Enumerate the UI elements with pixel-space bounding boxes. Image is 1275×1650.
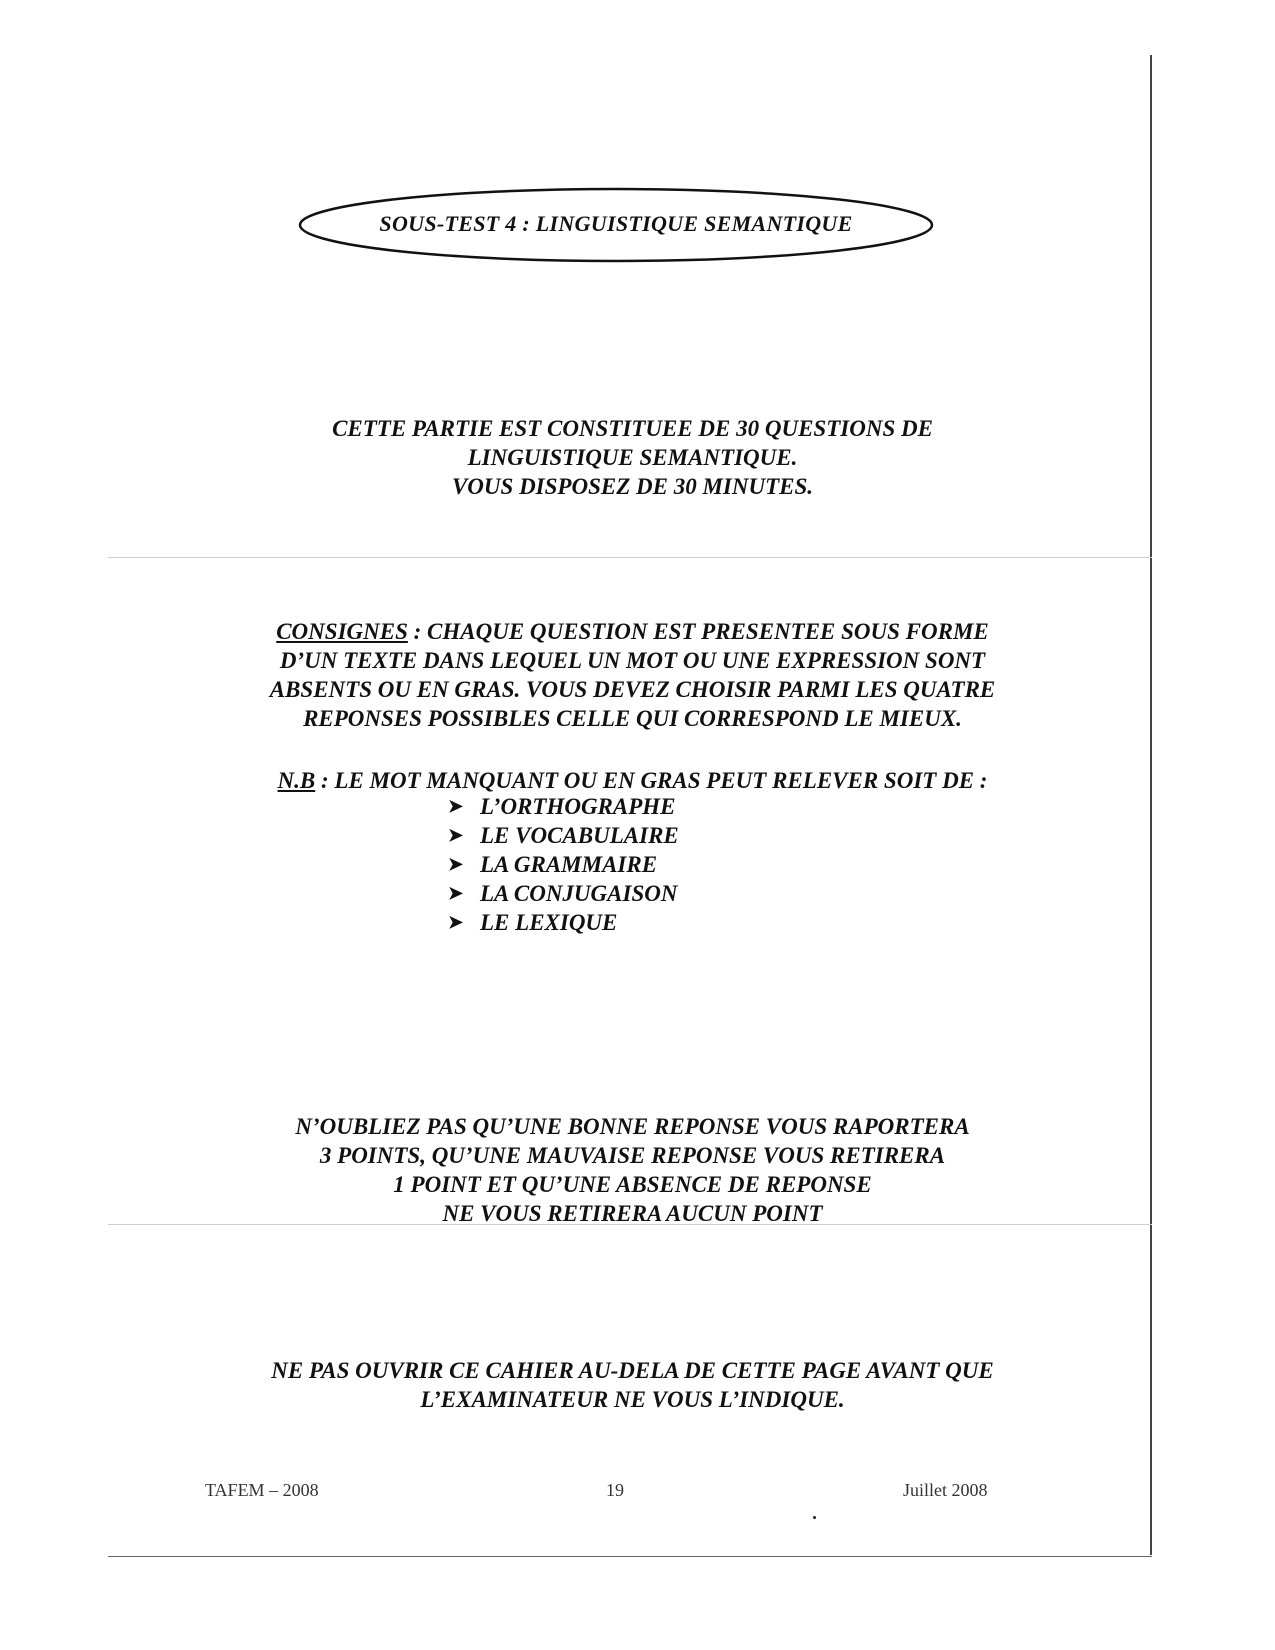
footer-date: Juillet 2008 xyxy=(903,1480,988,1500)
nb-list xyxy=(448,792,679,937)
list-item-label: L’ORTHOGRAPHE xyxy=(480,794,676,819)
list-item xyxy=(448,792,679,821)
page-right-border xyxy=(1150,55,1152,1555)
scan-speck xyxy=(813,1516,816,1519)
reminder-line: N’OUBLIEZ PAS QU’UNE BONNE REPONSE VOUS RAPORTERA xyxy=(295,1114,970,1139)
list-item-label: LE LEXIQUE xyxy=(480,910,618,935)
intro-line: LINGUISTIQUE SEMANTIQUE. xyxy=(467,445,798,470)
page-title: SOUS-TEST 4 : LINGUISTIQUE SEMANTIQUE xyxy=(379,211,853,236)
nb-text: : LE MOT MANQUANT OU EN GRAS PEUT RELEVER SOIT DE : xyxy=(315,768,988,793)
nb-heading xyxy=(150,766,1115,795)
list-item-label: LA GRAMMAIRE xyxy=(480,852,658,877)
nb-label: N.B xyxy=(277,768,316,793)
arrow-bullet-icon: ➤ xyxy=(448,825,464,845)
list-item xyxy=(448,908,679,937)
nb-line xyxy=(150,766,1115,795)
list-item-label: LA CONJUGAISON xyxy=(480,881,678,906)
consignes-line: ABSENTS OU EN GRAS. VOUS DEVEZ CHOISIR PARMI LES QUATRE xyxy=(269,677,996,702)
fold-line-upper xyxy=(108,557,1152,558)
intro-line: VOUS DISPOSEZ DE 30 MINUTES. xyxy=(451,474,814,499)
consignes-line: REPONSES POSSIBLES CELLE QUI CORRESPOND LE MIEUX. xyxy=(303,706,962,731)
title-oval xyxy=(296,185,936,265)
list-item-label: LE VOCABULAIRE xyxy=(480,823,679,848)
reminder-block xyxy=(150,1112,1115,1228)
intro-line: CETTE PARTIE EST CONSTITUEE DE 30 QUESTIONS DE xyxy=(332,416,933,441)
reminder-line: NE VOUS RETIRERA AUCUN POINT xyxy=(442,1201,823,1226)
warning-block xyxy=(150,1356,1115,1414)
footer-exam-name: TAFEM – 2008 xyxy=(205,1480,319,1500)
intro-block xyxy=(150,414,1115,501)
warning-line: NE PAS OUVRIR CE CAHIER AU-DELA DE CETTE PAGE AVANT QUE xyxy=(271,1358,994,1383)
arrow-bullet-icon: ➤ xyxy=(448,796,464,816)
page-bottom-border xyxy=(108,1556,1152,1557)
consignes-line: D’UN TEXTE DANS LEQUEL UN MOT OU UNE EXPRESSION SONT xyxy=(279,648,986,673)
consignes-line-text: : CHAQUE QUESTION EST PRESENTEE SOUS FORME xyxy=(407,619,989,644)
list-item xyxy=(448,879,679,908)
arrow-bullet-icon: ➤ xyxy=(448,912,464,932)
consignes-block xyxy=(150,617,1115,733)
arrow-bullet-icon: ➤ xyxy=(448,854,464,874)
reminder-line: 3 POINTS, QU’UNE MAUVAISE REPONSE VOUS RETIRERA xyxy=(319,1143,946,1168)
reminder-line: 1 POINT ET QU’UNE ABSENCE DE REPONSE xyxy=(393,1172,872,1197)
footer-page-number: 19 xyxy=(606,1480,624,1500)
list-item xyxy=(448,850,679,879)
arrow-bullet-icon: ➤ xyxy=(448,883,464,903)
consignes-first-line xyxy=(150,617,1115,646)
warning-line: L’EXAMINATEUR NE VOUS L’INDIQUE. xyxy=(420,1387,845,1412)
consignes-label: CONSIGNES xyxy=(276,619,408,644)
list-item xyxy=(448,821,679,850)
